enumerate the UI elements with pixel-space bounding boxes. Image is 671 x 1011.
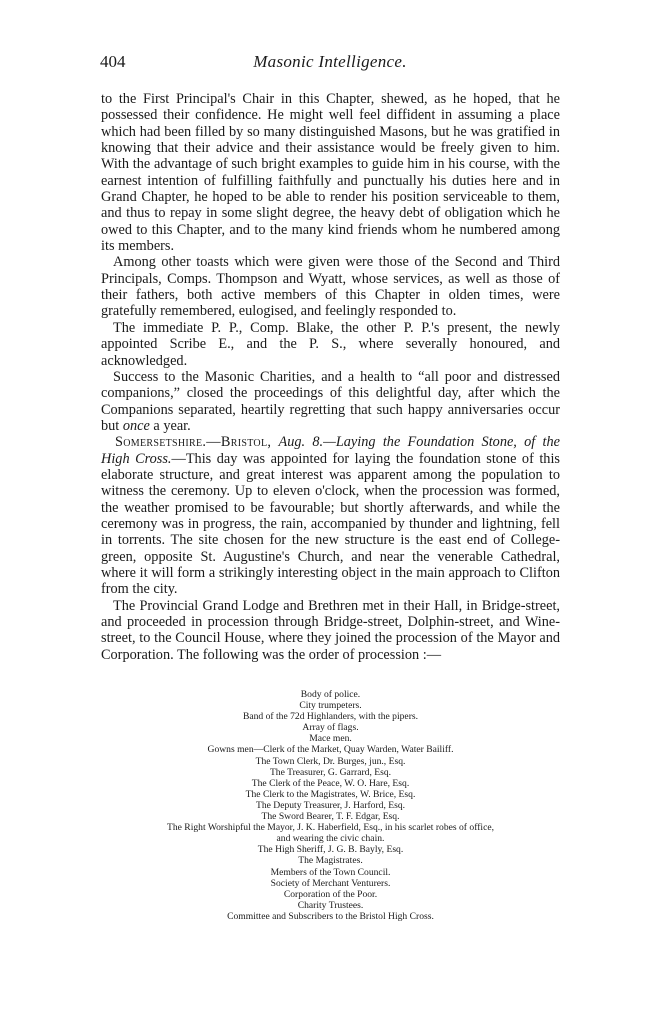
procession-line: The High Sheriff, J. G. B. Bayly, Esq. [257, 844, 404, 856]
procession-line: Charity Trustees. [297, 899, 364, 911]
procession-line: Body of police. [300, 689, 361, 700]
page-header [100, 52, 560, 80]
report-date: Aug. 8. [278, 434, 324, 451]
procession-line: The Sword Bearer, T. F. Edgar, Esq. [261, 811, 400, 823]
procession-line: Mace men. [309, 733, 352, 745]
procession-line: Corporation of the Poor. [283, 888, 378, 900]
procession-order-list [101, 689, 560, 922]
procession-line: The Right Worshipful the Mayor, J. K. Haberfield, Esq., in his scarlet robes of office, [166, 822, 494, 834]
charities-text: Success to the Masonic Charities, and a health to “all poor and distressed companions,” closed the proceedings of this delightful day, after which the Companions separated, heartily regretting that such happy anniversaries occur but [101, 368, 560, 434]
procession-line: City trumpeters. [299, 700, 362, 712]
procession-line: The Deputy Treasurer, J. Harford, Esq. [255, 799, 406, 811]
procession-line: Society of Merchant Venturers. [270, 877, 391, 889]
report-county: Somersetshire. [115, 434, 207, 451]
procession-line: The Magistrates. [298, 855, 363, 867]
procession-line: Gowns men—Clerk of the Market, Quay Warden, Water Bailiff. [207, 744, 454, 756]
paragraph-charities [101, 369, 560, 434]
article-body [101, 91, 560, 663]
charities-emphasis: once [122, 417, 150, 434]
paragraph-lodge-procession: The Provincial Grand Lodge and Brethren met in their Hall, in Bridge-street, and proceeded in procession through Bridge-street, Dolphin-street, and Wine-street, to the Council House, where they joined the procession of the Mayor and Corporation. The following was the order of procession :— [101, 597, 560, 663]
report-heading: —Laying the Foundation Stone, of the High Cross. [101, 434, 561, 467]
procession-line: Committee and Subscribers to the Bristol High Cross. [227, 910, 434, 922]
paragraph-honours: The immediate P. P., Comp. Blake, the other P. P.'s present, the newly appointed Scribe E., and the P. S., where severally honoured, and acknowledged. [101, 319, 560, 369]
procession-line: Array of flags. [302, 722, 359, 734]
paragraph-toasts: Among other toasts which were given were those of the Second and Third Principals, Comps. Thompson and Wyatt, whose services, as well as those of their fathers, both active members of this Chapter in olden times, were gratefully remembered, eulogised, and feelingly responded to. [101, 254, 560, 320]
running-title: Masonic Intelligence. [253, 52, 407, 71]
procession-line: The Clerk to the Magistrates, W. Brice, Esq. [245, 788, 416, 800]
page-number: 404 [100, 52, 126, 71]
procession-line: The Treasurer, G. Garrard, Esq. [269, 766, 392, 778]
procession-line: Members of the Town Council. [270, 866, 391, 878]
report-city: —Bristol, [206, 434, 272, 451]
procession-line: The Clerk of the Peace, W. O. Hare, Esq. [251, 777, 410, 789]
procession-line: and wearing the civic chain. [276, 833, 385, 845]
report-text: —This day was appointed for laying the foundation stone of this elaborate structure, and great interest was apparent among the population to witness the ceremony. Up to eleven o'clock, when the procession was formed, the weather promised to be favourable; but shortly afterwards, and while the ceremony was in progress, the rain, accompanied by thunder and lightning, fell in torrents. The site chosen for the new structure is the east end of College-green, opposite St. Augustine's Church, and near the venerable Cathedral, where it will form a strikingly interesting object in the main approach to Clifton from the city. [101, 450, 560, 598]
paragraph-continued-speech: to the First Principal's Chair in this Chapter, shewed, as he hoped, that he possessed their confidence. He might well feel diffident in assuming a place which had been filled by so many distinguished Masons, but he was gratified in knowing that their advice and their assistance would be freely given to him. With the advantage of such bright examples to guide him in his course, with the earnest intention of fulfilling faithfully and punctually his duties here and in Grand Chapter, he hoped to be able to render his position serviceable to them, and thus to repay in some slight degree, the heavy debt of obligation which he owed to this Chapter, and to the many kind friends whom he numbered among its members. [101, 91, 560, 255]
procession-line: The Town Clerk, Dr. Burges, jun., Esq. [255, 755, 406, 767]
paragraph-bristol-report [101, 434, 560, 597]
charities-text-end: a year. [149, 417, 191, 434]
procession-line: Band of the 72d Highlanders, with the pipers. [242, 711, 419, 723]
